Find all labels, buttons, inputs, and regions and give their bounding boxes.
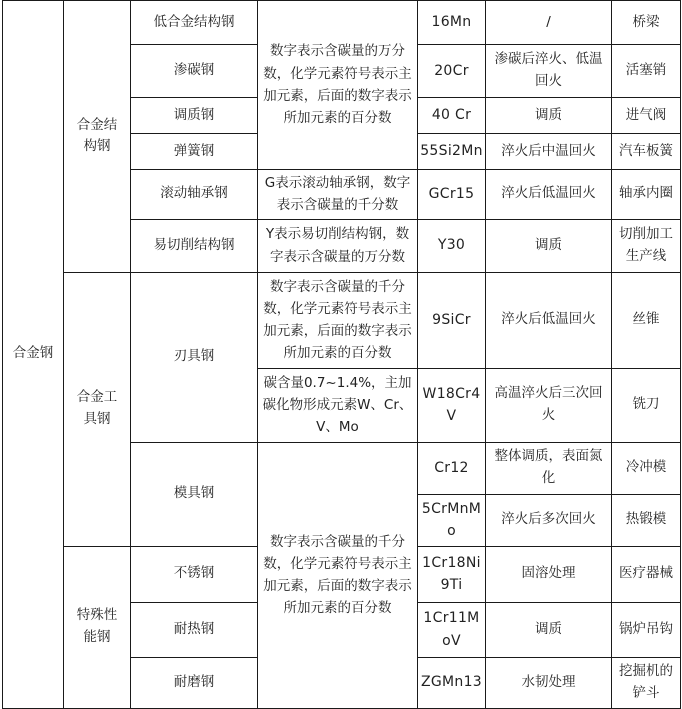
structural-steel-group: 合金结构钢 xyxy=(64,1,131,273)
application: 汽车板簧 xyxy=(612,134,681,170)
grade-notation-note: Y表示易切削结构钢，数字表示含碳量的万分数 xyxy=(258,219,418,272)
heat-treatment: 淬火后多次回火 xyxy=(486,494,612,546)
grade-notation-note: 数字表示含碳量的千分数，化学元素符号表示主加元素，后面的数字表示所加元素的百分数 xyxy=(258,442,418,708)
steel-name: 渗碳钢 xyxy=(131,45,258,98)
alloy-steel-category: 合金钢 xyxy=(3,1,64,709)
heat-treatment: 淬火后中温回火 xyxy=(486,134,612,170)
steel-grade: 16Mn xyxy=(418,1,486,45)
application: 铣刀 xyxy=(612,368,681,442)
steel-grade: W18Cr4V xyxy=(418,368,486,442)
steel-name: 调质钢 xyxy=(131,98,258,134)
application: 切削加工生产线 xyxy=(612,219,681,272)
steel-name: 模具钢 xyxy=(131,442,258,546)
steel-grade: Y30 xyxy=(418,219,486,272)
heat-treatment: 渗碳后淬火、低温回火 xyxy=(486,45,612,98)
heat-treatment: 水韧处理 xyxy=(486,657,612,708)
table-row xyxy=(3,1,681,45)
heat-treatment: 淬火后低温回火 xyxy=(486,272,612,368)
heat-treatment: 整体调质，表面氮化 xyxy=(486,442,612,494)
steel-grade: 55Si2Mn xyxy=(418,134,486,170)
steel-grade: 40 Cr xyxy=(418,98,486,134)
grade-notation-note: 碳含量0.7~1.4%，主加碳化物形成元素W、Cr、V、Mo xyxy=(258,368,418,442)
heat-treatment: / xyxy=(486,1,612,45)
heat-treatment: 淬火后低温回火 xyxy=(486,170,612,220)
steel-grade: GCr15 xyxy=(418,170,486,220)
grade-notation-note: G表示滚动轴承钢，数字表示含碳量的千分数 xyxy=(258,170,418,220)
steel-grade: 9SiCr xyxy=(418,272,486,368)
table-row xyxy=(3,272,681,368)
application: 冷冲模 xyxy=(612,442,681,494)
special-steel-group: 特殊性能钢 xyxy=(64,546,131,708)
steel-name: 耐热钢 xyxy=(131,602,258,657)
tool-steel-group: 合金工具钢 xyxy=(64,272,131,546)
alloy-steel-table xyxy=(2,0,681,709)
steel-grade: 1Cr11MoV xyxy=(418,602,486,657)
steel-name: 耐磨钢 xyxy=(131,657,258,708)
steel-name: 低合金结构钢 xyxy=(131,1,258,45)
heat-treatment: 固溶处理 xyxy=(486,546,612,602)
steel-name: 弹簧钢 xyxy=(131,134,258,170)
steel-name: 不锈钢 xyxy=(131,546,258,602)
grade-notation-note: 数字表示含碳量的万分数，化学元素符号表示主加元素，后面的数字表示所加元素的百分数 xyxy=(258,1,418,170)
application: 活塞销 xyxy=(612,45,681,98)
application: 桥梁 xyxy=(612,1,681,45)
steel-grade: 5CrMnMo xyxy=(418,494,486,546)
application: 挖掘机的铲斗 xyxy=(612,657,681,708)
steel-grade: ZGMn13 xyxy=(418,657,486,708)
steel-grade: Cr12 xyxy=(418,442,486,494)
steel-grade: 20Cr xyxy=(418,45,486,98)
application: 轴承内圈 xyxy=(612,170,681,220)
application: 医疗器械 xyxy=(612,546,681,602)
grade-notation-note: 数字表示含碳量的千分数，化学元素符号表示主加元素，后面的数字表示所加元素的百分数 xyxy=(258,272,418,368)
steel-grade: 1Cr18Ni9Ti xyxy=(418,546,486,602)
steel-name: 易切削结构钢 xyxy=(131,219,258,272)
heat-treatment: 调质 xyxy=(486,219,612,272)
application: 锅炉吊钩 xyxy=(612,602,681,657)
steel-name: 滚动轴承钢 xyxy=(131,170,258,220)
application: 丝锥 xyxy=(612,272,681,368)
heat-treatment: 调质 xyxy=(486,602,612,657)
heat-treatment: 调质 xyxy=(486,98,612,134)
steel-name: 刃具钢 xyxy=(131,272,258,442)
application: 热锻模 xyxy=(612,494,681,546)
heat-treatment: 高温淬火后三次回火 xyxy=(486,368,612,442)
application: 进气阀 xyxy=(612,98,681,134)
